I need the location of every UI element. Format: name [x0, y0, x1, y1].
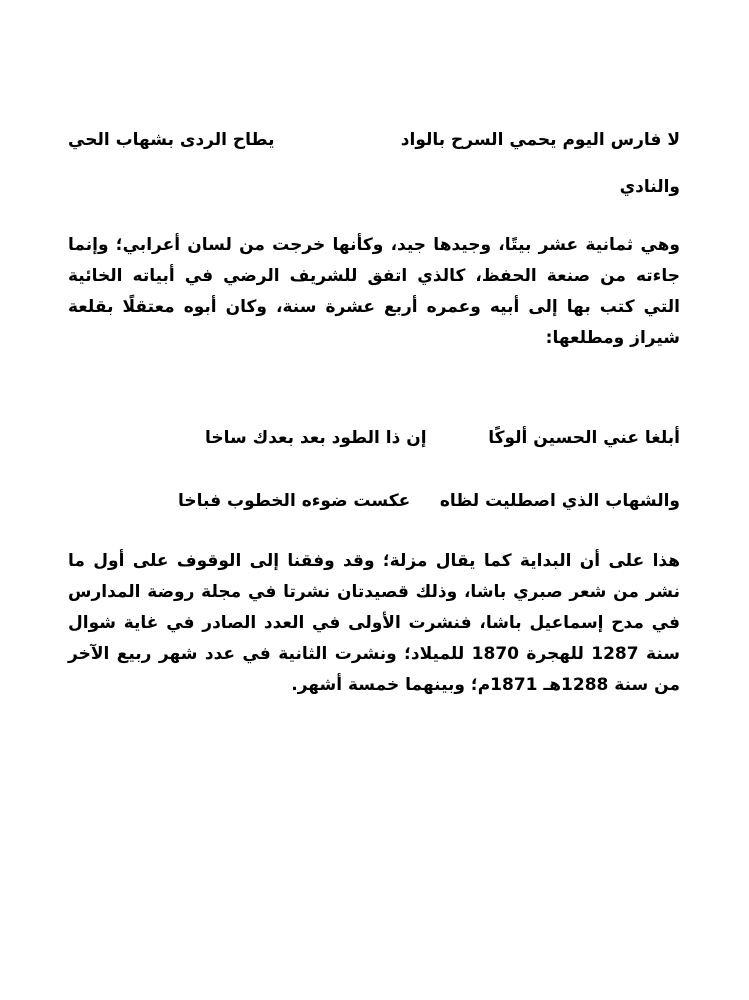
- verse3-second-hemistich: عكست ضوءه الخطوب فباخا: [178, 491, 411, 511]
- verse1-continuation: والنادي: [619, 177, 680, 197]
- verse1-second-hemistich: يطاح الردى بشهاب الحي: [68, 130, 275, 150]
- verse2-first-hemistich: أبلغا عني الحسين ألوكًا: [488, 428, 680, 448]
- paragraph-intro: وهي ثمانية عشر بيتًا، وجيدها جيد، وكأنها خرجت من لسان أعرابي؛ وإنما جاءته من صنعة الحفظ، كالذي اتفق للشريف الرضي في أبياته الخائية التي كتب بها إلى أبيه وعمره أربع عشرة سنة، وكان أبوه معتقلًا بقلعة شيراز ومطلعها:: [68, 235, 680, 348]
- verse3-first-hemistich: والشهاب الذي اصطليت لظاه: [439, 491, 680, 511]
- paragraph-history: هذا على أن البداية كما يقال مزلة؛ وقد وفقنا إلى الوقوف على أول ما نشر من شعر صبري باشا، وذلك قصيدتان نشرتا في مجلة روضة المدارس في مدح إسماعيل باشا، فنشرت الأولى في العدد الصادر في غاية شوال سنة 1287 للهجرة 1870 للميلاد؛ ونشرت الثانية في عدد شهر ربيع الآخر من سنة 1288هـ 1871م؛ وبينهما خمسة أشهر.: [68, 551, 680, 695]
- verse2-second-hemistich: إن ذا الطود بعد بعدك ساخا: [205, 428, 427, 448]
- verse1-first-hemistich: لا فارس اليوم يحمي السرح بالواد: [400, 130, 680, 150]
